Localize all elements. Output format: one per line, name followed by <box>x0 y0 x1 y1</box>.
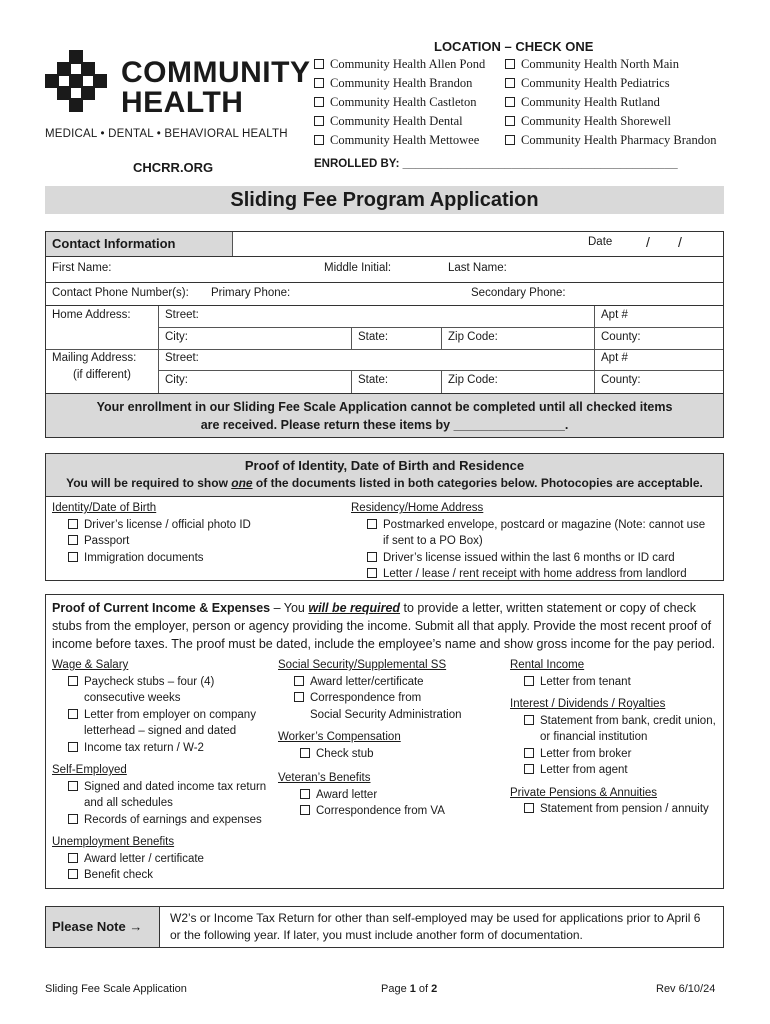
checkbox[interactable] <box>68 709 78 719</box>
first-name-field[interactable]: First Name: <box>52 262 112 274</box>
list-item-continued: and all schedules <box>84 797 173 809</box>
note-label: Please Note → <box>46 907 160 947</box>
home-apt-field[interactable]: Apt # <box>601 309 628 321</box>
logo-mark <box>45 50 117 122</box>
checkbox[interactable] <box>367 552 377 562</box>
logo <box>45 50 311 150</box>
list-item[interactable]: Records of earnings and expenses <box>52 812 266 829</box>
checkbox[interactable] <box>300 748 310 758</box>
list-item[interactable]: Income tax return / W-2 <box>52 740 266 757</box>
list-item[interactable]: Letter from broker <box>510 746 716 763</box>
mail-zip-field[interactable]: Zip Code: <box>448 374 498 386</box>
checkbox[interactable] <box>314 78 324 88</box>
mail-city-field[interactable]: City: <box>165 374 188 386</box>
home-county-field[interactable]: County: <box>601 331 641 343</box>
identity-section <box>45 453 724 581</box>
checkbox[interactable] <box>300 805 310 815</box>
checkbox[interactable] <box>524 748 534 758</box>
location-option[interactable]: Community Health Rutland <box>505 93 716 112</box>
phone-row[interactable] <box>45 283 724 306</box>
logo-line1: COMMUNITY <box>121 56 311 89</box>
income-intro: Proof of Current Income & Expenses – You will be required to provide a letter, written statement or copy of check stubs from the employer, person or agency providing the income. Submit all that apply. Provide the most recent proof of income before taxes. The proof must be dated, include the employee’s name and show gross income for the pay period. <box>52 601 716 651</box>
secondary-phone-field[interactable]: Secondary Phone: <box>471 287 566 299</box>
checkbox[interactable] <box>300 789 310 799</box>
veterans-heading: Veteran’s Benefits <box>278 772 371 784</box>
checkbox[interactable] <box>294 692 304 702</box>
checkbox[interactable] <box>524 764 534 774</box>
location-option[interactable]: Community Health North Main <box>505 55 716 74</box>
checkbox[interactable] <box>314 59 324 69</box>
identity-heading: Identity/Date of Birth <box>52 502 157 514</box>
checkbox[interactable] <box>505 116 515 126</box>
identity-header <box>46 454 723 497</box>
location-option[interactable]: Community Health Pediatrics <box>505 74 716 93</box>
income-section <box>45 594 724 889</box>
middle-initial-field[interactable]: Middle Initial: <box>324 262 392 274</box>
checkbox[interactable] <box>294 676 304 686</box>
location-option[interactable]: Community Health Castleton <box>314 93 485 112</box>
notice-line2: are received. Please return these items by ________________. <box>200 418 569 432</box>
list-item-continued: consecutive weeks <box>84 692 181 704</box>
location-option[interactable]: Community Health Dental <box>314 112 485 131</box>
list-item-continued: letterhead – signed and dated <box>84 725 237 737</box>
list-item-continued: if sent to a PO Box) <box>383 535 483 547</box>
checkbox[interactable] <box>68 814 78 824</box>
checkbox[interactable] <box>68 853 78 863</box>
mail-apt-field[interactable]: Apt # <box>601 352 628 364</box>
residency-list <box>351 500 705 583</box>
workers-comp-heading: Worker’s Compensation <box>278 731 401 743</box>
pension-heading: Private Pensions & Annuities <box>510 786 658 799</box>
list-item[interactable]: Postmarked envelope, postcard or magazine (Note: cannot use <box>351 517 705 534</box>
mail-county-field[interactable]: County: <box>601 374 641 386</box>
income-col3 <box>510 657 716 818</box>
list-item[interactable]: Immigration documents <box>52 550 251 567</box>
checkbox[interactable] <box>505 78 515 88</box>
location-heading: LOCATION – CHECK ONE <box>434 39 594 54</box>
home-street-field[interactable]: Street: <box>165 309 199 321</box>
list-item[interactable]: Letter from tenant <box>510 674 716 691</box>
logo-tagline: MEDICAL • DENTAL • BEHAVIORAL HEALTH <box>45 128 288 140</box>
income-col1 <box>52 657 266 884</box>
primary-phone-field[interactable]: Primary Phone: <box>211 287 291 299</box>
checkbox[interactable] <box>524 715 534 725</box>
list-item[interactable]: Letter from employer on company <box>52 707 266 724</box>
unemployment-heading: Unemployment Benefits <box>52 836 175 848</box>
page-title: Sliding Fee Program Application <box>45 186 724 214</box>
self-employed-heading: Self-Employed <box>52 764 127 776</box>
location-option[interactable]: Community Health Allen Pond <box>314 55 485 74</box>
list-item[interactable]: Award letter <box>278 787 461 804</box>
checkbox[interactable] <box>68 552 78 562</box>
list-item[interactable]: Benefit check <box>52 867 266 884</box>
checkbox[interactable] <box>505 97 515 107</box>
address-block[interactable] <box>45 306 724 394</box>
checkbox[interactable] <box>68 535 78 545</box>
list-item[interactable]: Signed and dated income tax return <box>52 779 266 796</box>
checkbox[interactable] <box>505 59 515 69</box>
list-item-continued: Social Security Administration <box>310 708 462 721</box>
checkbox[interactable] <box>367 519 377 529</box>
last-name-field[interactable]: Last Name: <box>448 262 507 274</box>
if-different-label: (if different) <box>73 369 131 381</box>
list-item[interactable]: Driver’s license / official photo ID <box>52 517 251 534</box>
mail-street-field[interactable]: Street: <box>165 352 199 364</box>
contact-header: Contact Information <box>46 232 233 256</box>
footer-revision: Rev 6/10/24 <box>656 983 716 995</box>
checkbox[interactable] <box>314 116 324 126</box>
identity-list <box>52 500 251 566</box>
list-item[interactable]: Check stub <box>278 746 461 763</box>
home-state-field[interactable]: State: <box>358 331 389 343</box>
website: CHCRR.ORG <box>133 160 214 175</box>
location-option[interactable]: Community Health Brandon <box>314 74 485 93</box>
rental-heading: Rental Income <box>510 659 585 671</box>
footer-left: Sliding Fee Scale Application <box>45 983 187 995</box>
list-item[interactable]: Award letter / certificate <box>52 851 266 868</box>
list-item[interactable]: Correspondence from VA <box>278 803 461 820</box>
enrollment-notice <box>45 394 724 438</box>
checkbox[interactable] <box>314 97 324 107</box>
list-item[interactable]: Letter from agent <box>510 762 716 779</box>
list-item[interactable]: Letter / lease / rent receipt with home address from landlord <box>351 566 705 583</box>
list-item[interactable]: Paycheck stubs – four (4) <box>52 674 266 691</box>
checkbox[interactable] <box>314 135 324 145</box>
contact-header-row <box>45 231 724 257</box>
mailing-address-label: Mailing Address: <box>52 352 137 364</box>
list-item[interactable]: Driver’s license issued within the last 6 months or ID card <box>351 550 705 567</box>
list-item[interactable]: Passport <box>52 533 251 550</box>
list-item[interactable]: Award letter/certificate <box>278 674 461 691</box>
ss-heading: Social Security/Supplemental SS <box>278 659 447 671</box>
notice-line1: Your enrollment in our Sliding Fee Scale Application cannot be completed until all checked items <box>96 400 673 414</box>
checkbox[interactable] <box>524 803 534 813</box>
home-zip-field[interactable]: Zip Code: <box>448 331 498 343</box>
date-sep: / <box>678 234 682 250</box>
location-option[interactable]: Community Health Shorewell <box>505 112 716 131</box>
checkbox[interactable] <box>68 781 78 791</box>
checkbox[interactable] <box>524 676 534 686</box>
identity-subtitle: You will be required to show one of the documents listed in both categories below. Photocopies are acceptable. <box>66 476 703 490</box>
home-city-field[interactable]: City: <box>165 331 188 343</box>
checkbox[interactable] <box>367 568 377 578</box>
location-option[interactable]: Community Health Pharmacy Brandon <box>505 131 716 150</box>
mail-state-field[interactable]: State: <box>358 374 389 386</box>
please-note <box>45 906 724 948</box>
logo-line2: HEALTH <box>121 86 244 119</box>
interest-heading: Interest / Dividends / Royalties <box>510 698 666 710</box>
phone-label: Contact Phone Number(s): <box>52 287 189 299</box>
list-item[interactable]: Statement from pension / annuity <box>510 801 716 818</box>
name-row[interactable] <box>45 257 724 283</box>
location-col2 <box>505 55 716 150</box>
income-col2 <box>278 657 461 820</box>
enrolled-by[interactable]: ENROLLED BY: ___________________________________________ <box>314 158 678 170</box>
checkbox[interactable] <box>505 135 515 145</box>
date-sep: / <box>646 234 650 250</box>
checkbox[interactable] <box>68 676 78 686</box>
home-address-label: Home Address: <box>52 309 131 321</box>
list-item[interactable]: Correspondence from <box>278 690 461 707</box>
identity-title: Proof of Identity, Date of Birth and Residence <box>244 458 525 473</box>
location-option[interactable]: Community Health Mettowee <box>314 131 485 150</box>
list-item[interactable]: Statement from bank, credit union, <box>510 713 716 730</box>
checkbox[interactable] <box>68 742 78 752</box>
note-text: W2’s or Income Tax Return for other than self-employed may be used for applications prior to April 6 or the following year. If later, you must include another form of documentation. <box>170 911 701 942</box>
list-item-continued: or financial institution <box>540 731 648 743</box>
residency-heading: Residency/Home Address <box>351 502 484 514</box>
date-label: Date <box>588 236 613 248</box>
wage-heading: Wage & Salary <box>52 659 129 671</box>
checkbox[interactable] <box>68 869 78 879</box>
checkbox[interactable] <box>68 519 78 529</box>
location-col1 <box>314 55 485 150</box>
page-number: Page 1 of 2 <box>381 983 438 995</box>
